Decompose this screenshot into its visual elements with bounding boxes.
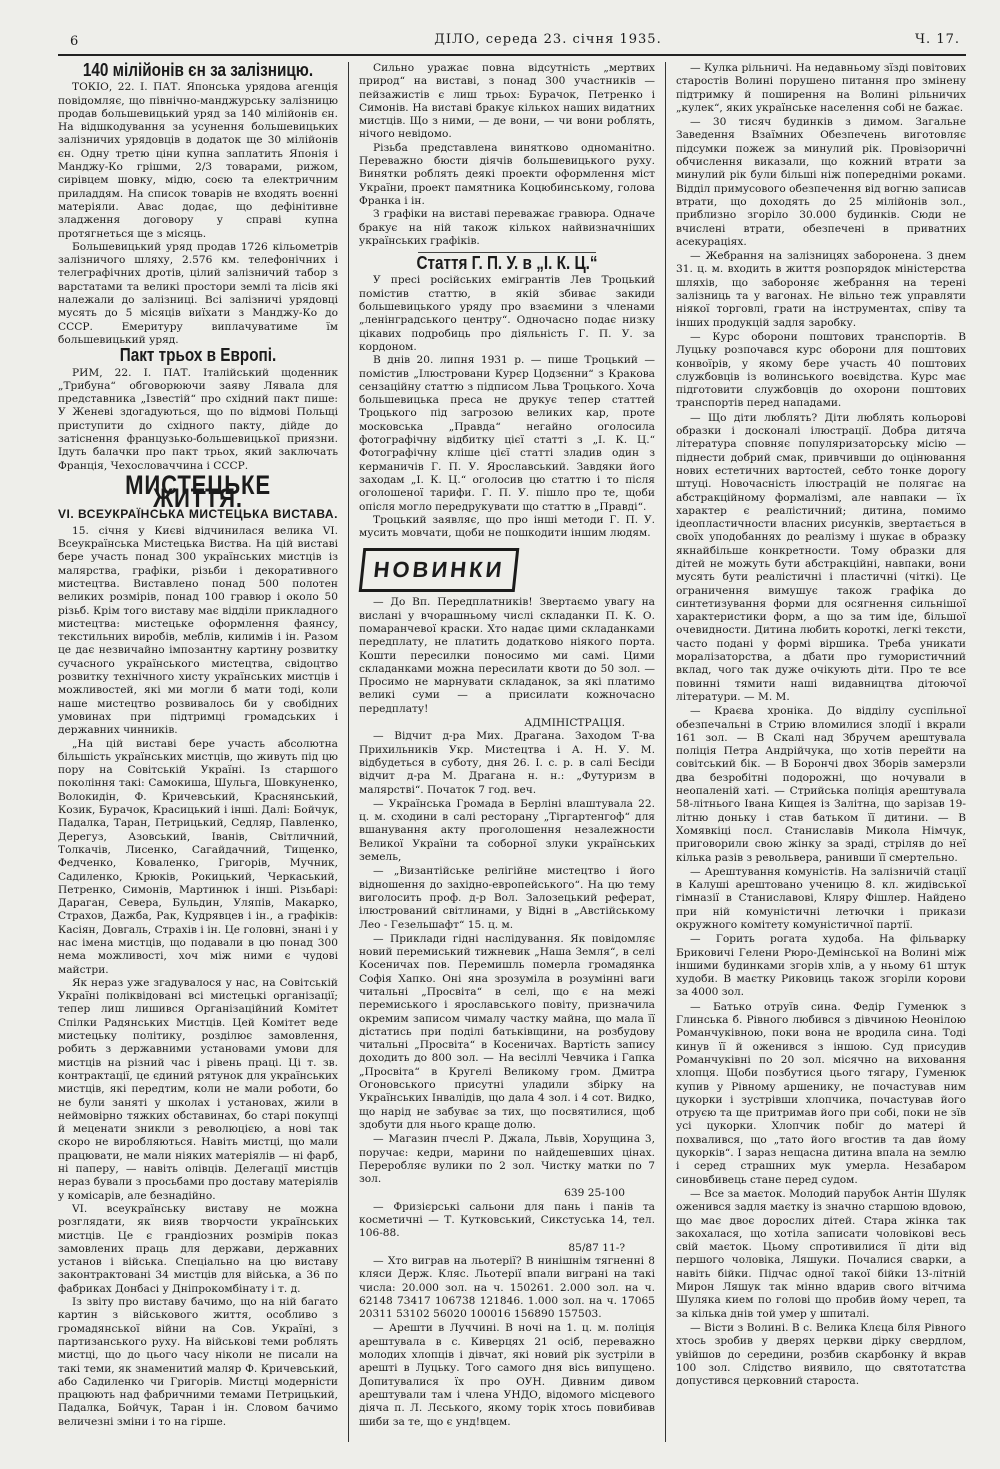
ad-item: — Фризієрські сальони для пань і панів та косметичні — Т. Кутковський, Сикстуська 14, тел. 106-88. — [359, 1200, 655, 1240]
news-item: — Кулка рільничі. На недавньому зїзді повітових старостів Волині порушено питання про змінену підтримку й поширення на Волині рільничих „кулек“, яких українське населення собі не бажає. — [676, 62, 966, 114]
news-item: — Арештування комуністів. На залізничій стації в Калуші арештовано ученицю 8. кл. жидівської гімназії в Станиславові, Кляру Фішлер. Найдено при ній комуністичні летючки і прикази окружного комітету комуністичної партії. — [676, 865, 966, 931]
news-item: — Відчит д-ра Мих. Драгана. Заходом Т-ва Прихильників Укр. Мистецтва і А. Н. У. М. відбудеться в суботу, дня 26. І. с. р. в салі Бесіди відчит д-ра М. Драгана н. н.: „Футуризм в малярстві“. Початок 7 год. веч. — [359, 730, 655, 796]
issue-number: Ч. 17. — [915, 32, 960, 47]
section-title-art: МИСТЕЦЬКЕ ЖИТТЯ. — [125, 469, 271, 514]
article-paragraph: Різьба представлена винятково одноманітно. Переважно бюсти діячів большевицького руху. Винятки роблять деякі проекти оформлення міст України, проект памятника Коцюбинському, голова Франка і ін. — [359, 141, 655, 207]
news-item: — Приклади гідні наслідування. Як повідомляє новий перемиський тижневик „Наша Земля“, в селі Косеничах пов. Перемишль померла громадянка Софія Хапко. Оні яна зрозуміла в розумінні ваги читальні „Просвіта“ в селі, що є на межі перемиського і ярославського повіту, призначила окремим записом чималу частку майна, що мала її дістатись при поділі батьківщини, на розбудову читальні „Просвіта“ в Косеничах. Вартість запису доходить до 800 зол. — На весіллі Чевчика і Гапка „Просвіта“ в Кругелі Великому гром. Дмитра Огоновського присутні уладили збірку на Українських Інвалідів, що дала 4 зол. і 4 сот. Видко, що нарід не забуває за тих, що посвятилися, щоб здобути для нього краще долю. — [359, 932, 655, 1131]
ad-reference: 85/87 11-? — [568, 1241, 625, 1254]
ad-item: — Магазин пчеслі Р. Джала, Львів, Хорущина 3, поручає: кедри, марини по найдешевших цінах. Переробляє вулики по 2 зол. Чистку матки по 7 зол. — [359, 1133, 655, 1186]
article-paragraph: 15. січня у Києві відчинилася велика VI. Всеукраїнська Мистецька Виства. На цій виставі бере участь понад 300 українських мистців із малярства, графіки, різьби і декоративного мистецтва. Виставлено понад 500 полотен великих розмірів, понад 100 гравюр і около 50 різьб. Крім того виставу має відділи прикладного мистецтва: мистецьке оформлення фаянсу, текстильних виробів, меблів, килимів і ін. Разом це дає незвичайно імпозантну картину розвитку сучасного українського мистецтва, свідоцтво розвитку технічного хисту українських мистців і можливостей, які ми могли б мати тоді, коли наше мистецтво розвивалось би у свобідних умовинах при підтримці громадських і державних чинників. — [58, 524, 338, 737]
news-item: — Вісти з Волині. В с. Велика Клєца біля Рівного хтось зробив у дверях церкви дірку свердлом, увійшов до середини, розбив скарбонку й вкрав 100 зол. Слідство виявило, що святотатства допустився церковний староста. — [676, 1321, 966, 1388]
news-item: — 30 тисяч будинків з димом. Загальне Заведення Взаїмних Обезпечень виготовляє підсумки пожеж за минулий рік. Провізоричні обчислення виказали, що кожний втрати за минулий рік були більші ніж попередніми роками. Відділ примусового обезпечення від вогню записав втрати, що доходять до 25 мілійонів зол., приблизно згоріло 30.000 будинків. Сюди не вчислені втрати, обезпечені в приватних асекураціях. — [676, 116, 966, 248]
news-item: — „Византійське релігійне мистецтво і його відношення до західно-европейського“. На цю тему виголосить проф. д-р Вол. Залозецький реферат, ілюстрований світлинами, у Відні в „Австійському Лео - Гезельшафт“ 15. ц. м. — [359, 865, 655, 931]
news-item: — Курс оборони поштових транспортів. В Луцьку розпочався курс оборони для поштових конвоїрів, у якому бере участь 40 поштових службовців із волинського воєвідства. Курс має підготовити службовців до охорони поштових транспортів перед нападами. — [676, 330, 966, 410]
news-item: — Що діти люблять? Діти люблять кольорові образки і досконалі ілюстрації. Добра дитяча література сповняє популяризаторську місію — піднести добрий смак, привчивши до оцінювання нових естетичних вартостей, себто тонке дорогу штуці. Новочасність ілюстрацій не полягає на абстракційному формалізмі, але навпаки — їх характер є реалістичний; дитина, помимо ідеопластичности власних рисунків, звертається в своїх уподобаннях до реалізму і шукає в образку якнайбільше конкретности. Тому образки для дітей не можуть бути абстракційні, навпаки, вони мусять бути реалістичні і пластичні (чіткі). Це ограничення вимушує також графіка до синтетизування форми для осягнення сильнішої характеристики форм, а що за тим іде, більшої очевидности. Дитина любить короткі, легкі тексти, часто подані у формі віршика. Треба уникати моралізаторства, а дбати про гумористичний вклад, чого так дуже очікують діти. Про те все повинні тямити наші видавництва дітоючої літератури. — М. М. — [676, 411, 966, 703]
masthead-date: ДІЛО, середа 23. січня 1935. — [434, 32, 662, 47]
article-paragraph: ТОКІО, 22. І. ПАТ. Японська урядова агенція повідомляє, що північно-манджурську залізницю продав большевицький уряд за 140 мілійонів єн. На відшкодування за усунення большевицьких залізничих урядовців в додаток ще 30 мілійонів єн. Одну третю ціни купна заплатить Японія і Манджу-Ко грішми, 2/3 товарами, рижом, сирівцем шовку, мідю, соєю та електричним приладдям. На список товарів не входять воєнні матеріяли. Авас додає, що дефінітивне зладження договору у справі купна протягнеться ще з місяць. — [58, 81, 338, 240]
page-number: 6 — [70, 34, 80, 49]
headline-gpu: Стаття Г. П. У. в „І. К. Ц.“ — [416, 253, 598, 274]
article-paragraph: З графіки на виставі переважає гравюра. Одначе бракує на ній також кількох найвизначніших українських графіків. — [359, 208, 655, 247]
article-paragraph: VI. всеукраїнську виставу не можна розглядати, як вияв творчости українських мистців. Це є грандіозних розмірів показ замовлених праць для держави, державних установ і війська. Спеціально на цю виставу законтрактовані 34 мистців для війська, а 36 по фабриках Донбасі у Дніпрокомбінату і т. д. — [58, 1202, 338, 1295]
news-item: — Горить рогата худоба. На фільварку Бриковичі Гелени Рюро-Демінської на Волині між іншими будинками згорів хлів, а у ньому 61 штук худоби. В маєтку Риковиць також згоріли корови за 4000 зол. — [676, 933, 966, 999]
news-item: — Арешти в Луччині. В ночі на 1. ц. м. поліція арештувала в с. Киверцях 21 осіб, переважно молодих хлопців і дівчат, які новий рік зустріли в арешті в Луцьку. Того самого дня вісь випущено. Допитувалися їх про ОУН. Дивним дивом арештували там і члена УНДО, відомого місцевого діяча п. Л. Лєського, якому торік хтось повибивав шиби за те, що є унд!вцем. — [359, 1322, 655, 1428]
article-paragraph: „На цій виставі бере участь абсолютна більшість українських мистців, що живуть під цю пору на Совітській Україні. Із старшого покоління такі: Самокиша, Шульга, Шовкуненко, Волокидін, Ф. Кричевський, Краснянський, Козик, Бурачок, Красицький і інші. Далі: Бойчук, Падалка, Таран, Петрицький, Седляр, Павленко, Дерегуз, Азовський, Іванів, Світличний, Толкачів, Лисенко, Сагайдачний, Тищенко, Федченко, Коваленко, Григорів, Мучник, Садиленко, Крюків, Рокицький, Черкаський, Петренко, Симонів, Мартинюк і інші. Різьбарі: Дараган, Севера, Бульдин, Уляпів, Макарко, Страхов, Дажба, Рак, Кудрявцев і ін., а графіків: Касіян, Довгаль, Страхів і ін. Це головні, знані і у нас імена мистців, що подавали в цю понад 300 нема можливості, хоч між ними є чудові майстри. — [58, 737, 338, 976]
news-item: — Жебрання на залізницях заборонена. З днем 31. ц. м. входить в життя розпорядок міністерства шляхів, що забороняє жебрання на терені залізниць та у вагонах. Не вільно теж управляти ніякої торговлі, грати на інструментах, співу та інших продукцій задля заробку. — [676, 250, 966, 329]
administration-signature: АДМІНІСТРАЦІЯ. — [524, 717, 625, 730]
headline-railway: 140 мілійонів єн за залізницю. — [82, 62, 314, 80]
article-paragraph: Сильно уражає повна відсутність „мертвих природ“ на виставі, з понад 300 участників — пейзажистів є лиш трьох: Бурачок, Петренко і Симонів. На виставі бракує кількох наших видатних мистців. Що з ними, — де вони, — чи вони роблять, нічого невідомо. — [359, 62, 655, 141]
news-section-title: НОВИНКИ — [359, 548, 520, 592]
article-paragraph: Троцький заявляє, що про інші методи Г. П. У. мусить мовчати, щоби не пошкодити іншим людям. — [359, 513, 655, 540]
column-1 — [58, 62, 349, 1442]
news-item: — Українська Громада в Берліні влаштувала 22. ц. м. сходини в салі ресторану „Тіргартенгоф“ для вшанування акту проголошення незалежности Великої України та соборної злуки українських земель, — [359, 797, 655, 864]
column-2 — [349, 62, 666, 1442]
subheadline-exhibition: VI. ВСЕУКРАЇНСЬКА МИСТЕЦЬКА ВИСТАВА. — [58, 506, 338, 521]
article-paragraph: РИМ, 22. І. ПАТ. Італійський щоденник „Трибуна“ обговорюючи заяву Лявала для представника „Ізвестій“ про східний пакт пише: У Женеві здогадуються, що по відмові Польщі приступити до східного пакту, дійде до затіснення французько-большевицької приязни. Ідуть балачки про пакт трьох, який заключать Франція, Чехословаччина і СССР. — [58, 366, 338, 472]
article-paragraph: В днів 20. липня 1931 р. — пише Троцький — помістив „Ілюстровани Курєр Цодзєнни“ з Кракова сензаційну статтю з підписом Льва Троцького. Хоча большевицька преса не друкує тепер статтей Троцького під загрозою великих кар, проте московська „Правда“ негайно оголосила фотографічну відбитку цієї статті з „І. К. Ц.“ Фотографічну кліше цієї статті зладив один з керманичів Г. П. У. Ярославський. Завдяки його заходам „І. К. Ц.“ оголосив цю статтю і то після оголошеної тарифи. Г. П. У. пішло про те, щоби опісля могло передрукувати що статтю в „Правді“. — [359, 354, 655, 513]
article-paragraph: Із звіту про виставу бачимо, що на ній багато картин з військового життя, особливо з громадянської війни на Сов. Україні, з партизанського руху. На військові теми роблять мистці, що до цього часу ніколи не писали на такі теми, як знаменитий маляр Ф. Кричевський, або Садиленко чи Григорів. Мистці модерністи працюють над фабричними темами Петрицький, Падалка, Бойчук, Таран і ін. Словом бачимо величезні зміни і то на гірше. — [58, 1296, 338, 1428]
header-rule — [58, 54, 966, 56]
news-item: — Хто виграв на льотерії? В нинішнім тягненні 8 кляси Держ. Кляс. Льотерії впали виграні на такі числа: 20.000 зол. на ч. 150261. 2.000 зол. на ч. 62148 73417 106738 121846. 1.000 зол. на ч. 17065 20311 53102 56020 100016 156890 157503. — [359, 1254, 655, 1321]
article-paragraph: Большевицький уряд продав 1726 кільометрів залізничого шляху, 2.576 км. телефонічних і телеграфічних дротів, цілий залізничий табор з варстатами та великі простори землі та лісів які належали до залізниці. Всі залізничі урядовці мусять до 5 місяців виїхати з Манджу-Ко до СССР. Емеритуру виплачуватиме їм большевицький уряд. — [58, 240, 338, 346]
news-item: — Все за маєток. Молодий парубок Антін Шуляк оженився задля маєтку із значно старшою вдовою, що має двоє дорослих дітей. Стара жінка так закохалася, що хотіла записати чоловікові весь свій маєток. Цьому спротивилися її діти від першого чоловіка, Ляшуки. Почалися сварки, а навіть бійки. Підчас одної такої бійки 13-літній Мирон Ляшук так мінно вдарив свого вітчима Шуляка кием по голові що пробив йому череп, та за кілька днів той умер у шпиталі. — [676, 1187, 966, 1320]
news-item: — Батько отруїв сина. Федір Гуменюк з Глинська б. Рівного любився з дівчиною Неонілою Романчуківною, поки вона не вродила сина. Тоді кинув її й оженився з іншою. Суд присудив Романчуківні по 20 зол. місячно на виховання хлопця. Щоби позбутися цього тягару, Гуменюк купив у Рівному аршенику, не почастував ним цукорки і зустрівши хлопчика, почастував його отруєю та ще притримав його при собі, поки не зїв усі цукорки. Хлопчик побіг до матері й похвалився, що „тато його вгостив та дав йому цукорків“. І зараз нещасна дитина впала на землю і серед страшних мук умерла. Незабаром синовбивець стане перед судом. — [676, 1000, 966, 1186]
page-header — [58, 28, 966, 50]
article-paragraph: У пресі російських емігрантів Лев Троцький помістив статтю, в якій збиває закиди большевицького уряду про взаємини з членами „ленінградського центру“. Одночасно подає низку цікавих подробиць про діяльність Г. П. У. за кордоном. — [359, 274, 655, 353]
news-item: — До Вп. Передплатників! Звертаємо увагу на вислані у вчорашньому числі складанки П. К. О. помаранчевої краски. Хто надає цими складанками передплату, не платить додатково ніякого порта. Кошти пересилки поносимо ми самі. Цими складанками можна пересилати квоти до 50 зол. — Просимо не марнувати складанок, за які платимо великі суми — а присилати кожночасно передплату! — [359, 596, 655, 715]
article-paragraph: Як нераз уже згадувалося у нас, на Совітській Україні поліквідовані всі мистецькі організації; тепер лиш лишився Організаційний Комітет Спілки Радянських Мистців. Цей Комітет веде мистецьку політику, розділює замовлення, робить з державними установами умови для мистців на різний час і рівень праці. Ці т. зв. контрактації, це єдиний рятунок для українських мистців, які передтим, коли не мали роботи, бо не були заняті у школах і установах, жили в неймовірно тяжких обставинах, бо старі покупці й меценати зникли з революцією, а нові так скоро не виробляються. Навіть мистці, що мали працювати, не мали ніяких матеріялів — ні фарб, ні паперу, — навіть олівців. Делегації мистців нераз бували з просьбами про доставу матеріялів у комісарів, але безнадійно. — [58, 976, 338, 1202]
news-item: — Краєва хроніка. До відділу суспільної обезпечальні в Стрию вломилися злодії і вкрали 161 зол. — В Скалі над Збручем арештувала поліція Петра Андрійчука, що хотів перейти на совітський бік. — В Борончі двох Зборів замерзли два безробітні подорожні, що ночували в неопаленій хаті. — Стрийська поліція арештувала 58-літнього Івана Кищея із Залітна, що зарізав 19-літню доньку і став батьком її дитини. — В Хомявкіці посл. Станиславів Микола Німчук, приговорили свою жінку за зраді, стріляв до неї кілька разів з револьвера, ранивши її смертельно. — [676, 705, 966, 864]
ad-reference: 639 25-100 — [564, 1187, 625, 1200]
column-3 — [666, 62, 966, 1442]
headline-pact: Пакт трьох в Европі. — [119, 345, 277, 366]
